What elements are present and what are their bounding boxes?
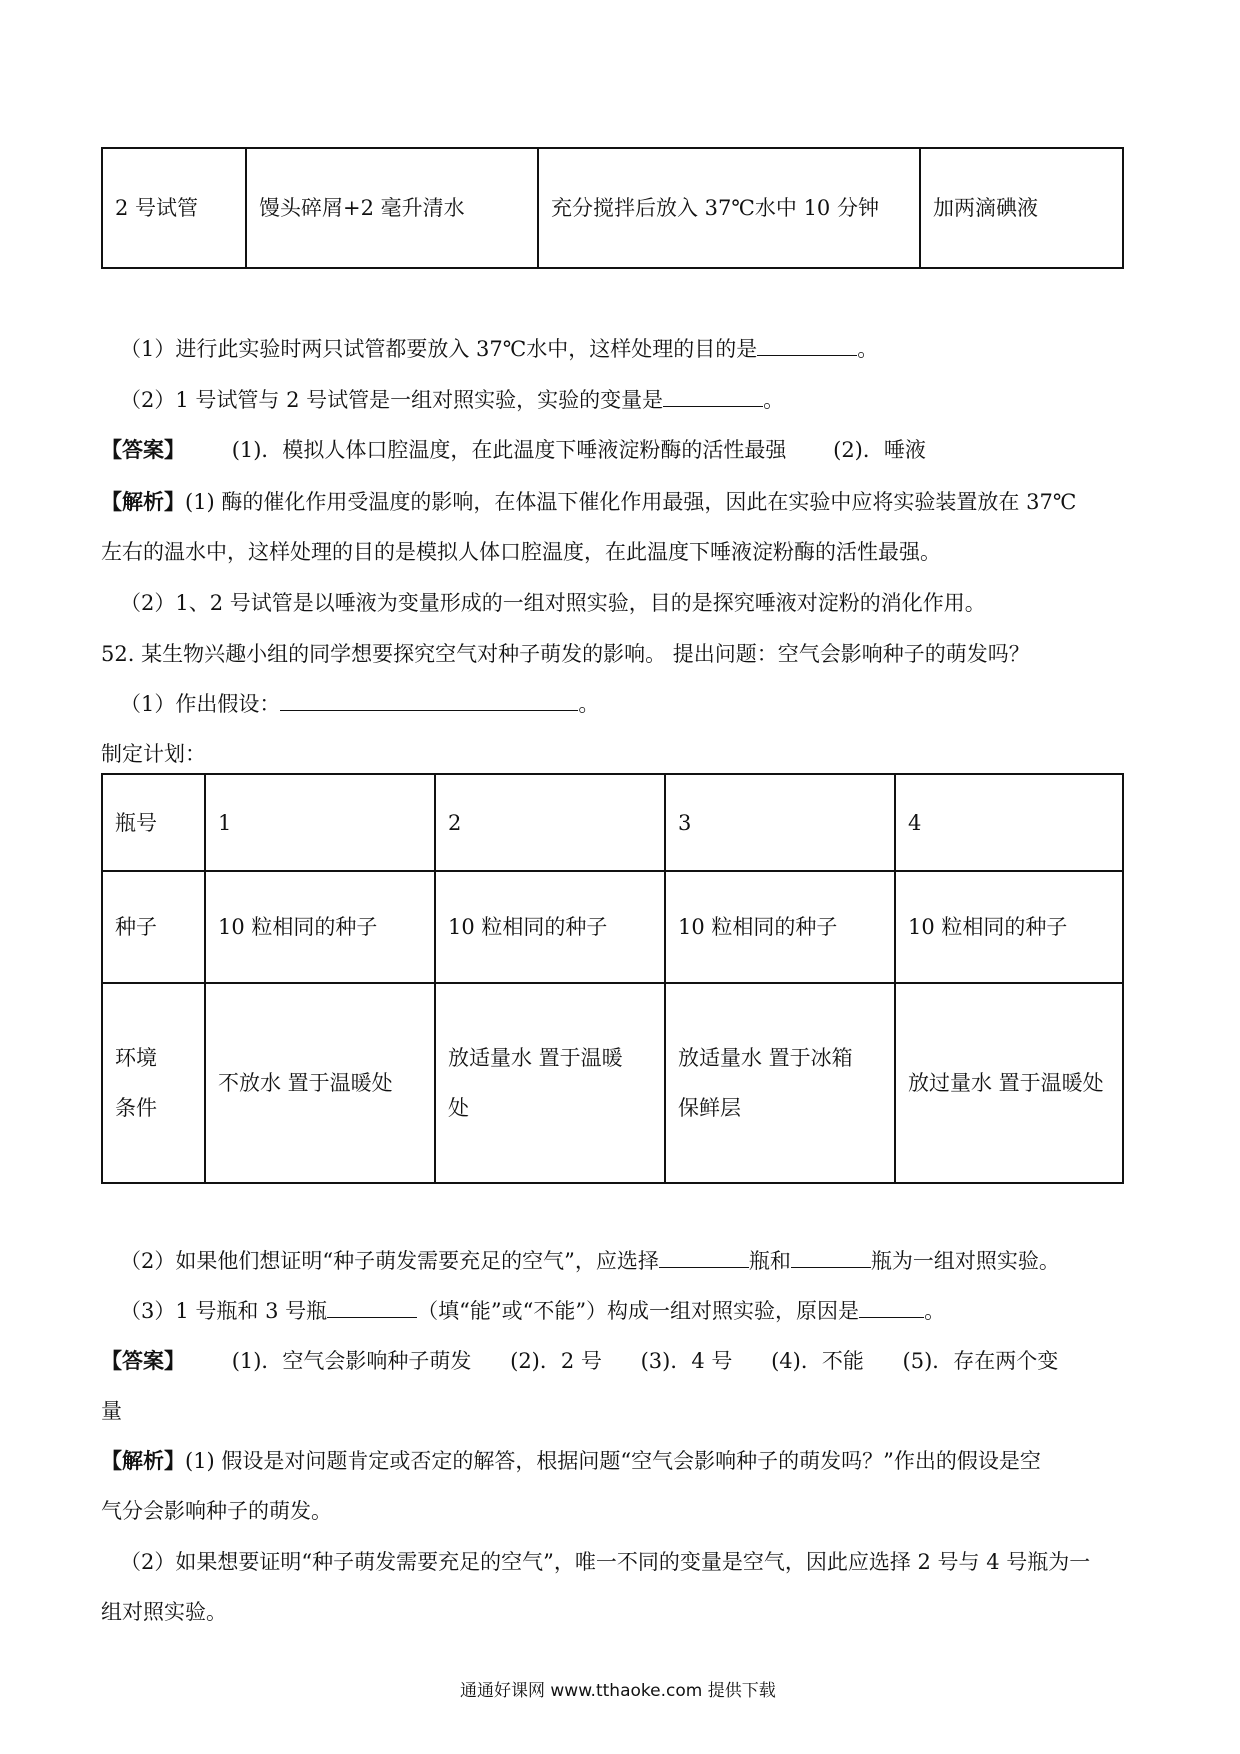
cell-line: 环境 [115, 1046, 157, 1070]
table-header-cell: 3 [665, 774, 895, 871]
question-text: （填“能”或“不能”）构成一组对照实验，原因是 [417, 1299, 860, 1323]
table-cell: 充分搅拌后放入 37℃水中 10 分钟 [538, 148, 920, 268]
punctuation: 。 [857, 337, 879, 361]
q52-part1 [120, 688, 599, 718]
table-cell: 加两滴碘液 [920, 148, 1123, 268]
question-text: （3）1 号瓶和 3 号瓶 [120, 1299, 328, 1323]
punctuation: 。 [578, 692, 600, 716]
table-header-cell: 2 [435, 774, 665, 871]
question-text: 。 [924, 1299, 946, 1323]
test-tube-table [101, 147, 1124, 269]
table-cell: 10 粒相同的种子 [435, 871, 665, 983]
answer-item: (2)．2 号 [510, 1349, 602, 1373]
question-text: （1）进行此实验时两只试管都要放入 37℃水中，这样处理的目的是 [120, 337, 758, 361]
table-cell [435, 983, 665, 1183]
question-text: 瓶为一组对照实验。 [870, 1249, 1060, 1273]
table-header-cell: 瓶号 [102, 774, 205, 871]
analysis-label: 【解析】 [101, 489, 185, 514]
table-header-cell: 1 [205, 774, 435, 871]
cell-line: 条件 [115, 1096, 157, 1120]
plan-label: 制定计划： [101, 742, 206, 766]
answer-label: 【答案】 [101, 437, 185, 462]
cell-line: 放适量水 置于温暖 [448, 1046, 623, 1070]
answer-blank [757, 335, 857, 356]
q52-answer-wrap: 量 [101, 1399, 122, 1423]
analysis-text: (1) 酶的催化作用受温度的影响，在体温下催化作用最强，因此在实验中应将实验装置放在 37℃ [185, 490, 1077, 514]
q52-analysis-line2: 气分会影响种子的萌发。 [101, 1499, 332, 1523]
cell-line: 处 [448, 1096, 469, 1120]
table-cell: 10 粒相同的种子 [895, 871, 1123, 983]
q52-analysis-line1 [101, 1445, 1041, 1475]
table-header-cell: 4 [895, 774, 1123, 871]
table-cell: 馒头碎屑+2 毫升清水 [246, 148, 538, 268]
q51-analysis-line3: （2）1、2 号试管是以唾液为变量形成的一组对照实验，目的是探究唾液对淀粉的消化作用。 [120, 591, 986, 615]
table-cell: 种子 [102, 871, 205, 983]
q51-answer [101, 434, 926, 464]
answer-item: (4)．不能 [771, 1349, 864, 1373]
table-cell: 10 粒相同的种子 [665, 871, 895, 983]
question-text: （1）作出假设： [120, 692, 281, 716]
q52-part2 [120, 1245, 1060, 1275]
q52-analysis-line4: 组对照实验。 [101, 1600, 227, 1624]
table-row [102, 148, 1123, 268]
analysis-text: (1) 假设是对问题肯定或否定的解答，根据问题“空气会影响种子的萌发吗？”作出的假设是空 [185, 1449, 1041, 1473]
answer-item: (1)．模拟人体口腔温度，在此温度下唾液淀粉酶的活性最强 [231, 438, 787, 462]
question-text: （2）1 号试管与 2 号试管是一组对照实验，实验的变量是 [120, 388, 664, 412]
q52-part3 [120, 1295, 945, 1325]
answer-blank [280, 690, 578, 711]
cell-line: 保鲜层 [678, 1096, 741, 1120]
table-cell: 放过量水 置于温暖处 [895, 983, 1123, 1183]
table-cell: 10 粒相同的种子 [205, 871, 435, 983]
answer-blank [859, 1297, 924, 1318]
table-row [102, 774, 1123, 871]
answer-label: 【答案】 [101, 1348, 185, 1373]
q52-analysis-line3: （2）如果想要证明“种子萌发需要充足的空气”，唯一不同的变量是空气，因此应选择 2 号与 4 号瓶为一 [120, 1550, 1091, 1574]
answer-blank [663, 386, 763, 407]
punctuation: 。 [763, 388, 785, 412]
table-row [102, 983, 1123, 1183]
answer-blank [659, 1247, 749, 1268]
page-footer: 通通好课网 www.tthaoke.com 提供下载 [460, 1681, 776, 1701]
q51-part2 [120, 384, 784, 414]
seed-experiment-table [101, 773, 1124, 1184]
table-cell [665, 983, 895, 1183]
table-cell [102, 983, 205, 1183]
table-row [102, 871, 1123, 983]
answer-item: (1)．空气会影响种子萌发 [231, 1349, 472, 1373]
table-cell: 不放水 置于温暖处 [205, 983, 435, 1183]
q51-analysis-line1 [101, 486, 1076, 516]
answer-item: (3)．4 号 [640, 1349, 733, 1373]
q51-analysis-line2: 左右的温水中，这样处理的目的是模拟人体口腔温度，在此温度下唾液淀粉酶的活性最强。 [101, 540, 941, 564]
q52-answer [101, 1345, 1058, 1375]
question-text: 瓶和 [748, 1249, 791, 1273]
q52-stem: 52. 某生物兴趣小组的同学想要探究空气对种子萌发的影响。 提出问题：空气会影响种子的萌发吗？ [101, 642, 1030, 666]
q51-part1 [120, 333, 878, 363]
analysis-label: 【解析】 [101, 1448, 185, 1473]
table-cell: 2 号试管 [102, 148, 246, 268]
answer-item: (5)．存在两个变 [902, 1349, 1059, 1373]
cell-line: 放适量水 置于冰箱 [678, 1046, 853, 1070]
answer-item: (2)．唾液 [833, 438, 926, 462]
question-text: （2）如果他们想证明“种子萌发需要充足的空气”，应选择 [120, 1249, 659, 1273]
answer-blank [791, 1247, 871, 1268]
answer-blank [327, 1297, 417, 1318]
